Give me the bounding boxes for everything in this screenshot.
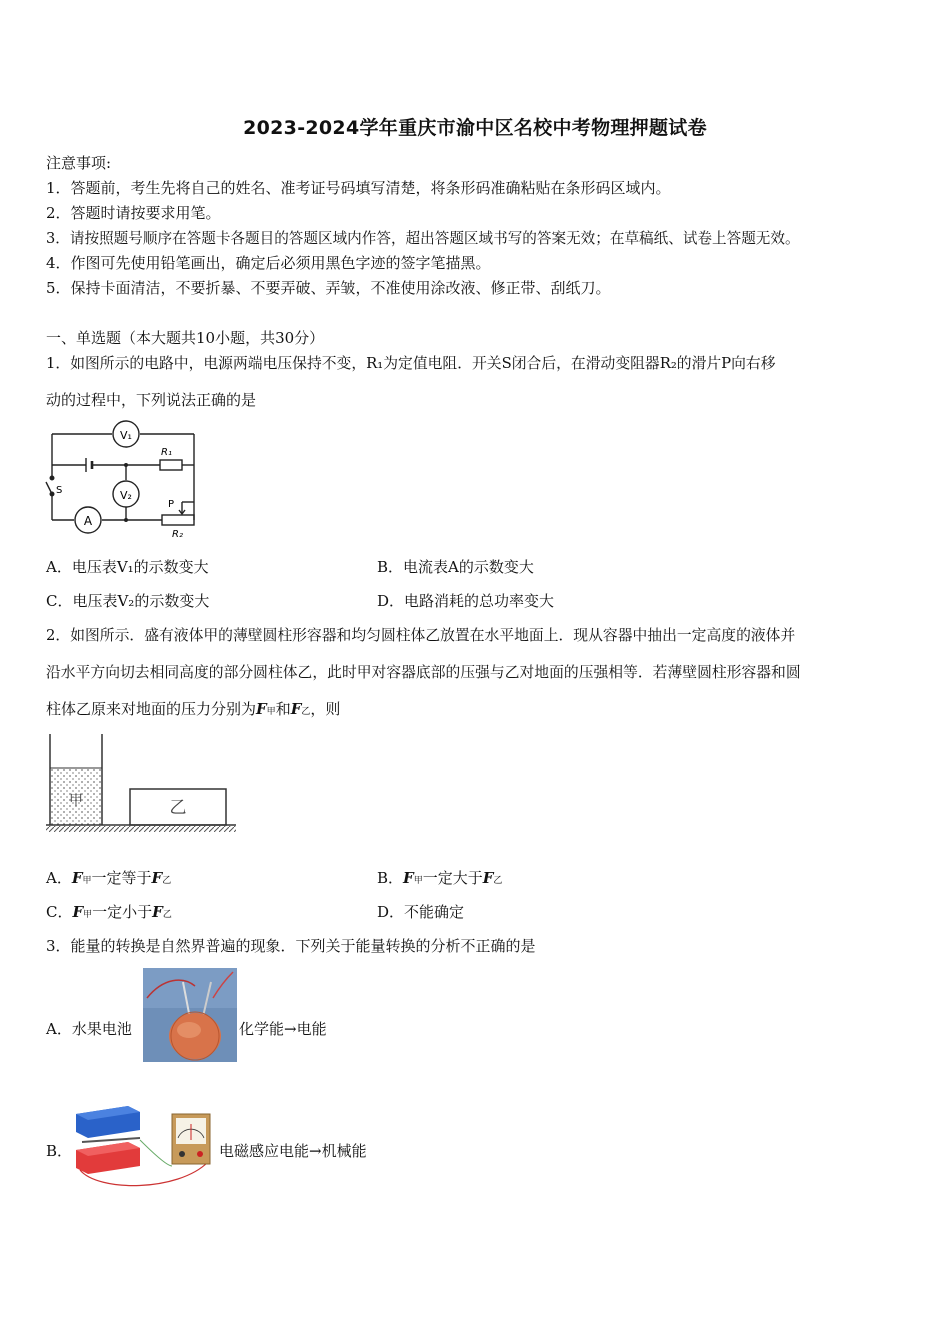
q2-option-b-label: B． xyxy=(377,869,404,887)
q2-option-a-label: A． xyxy=(46,869,72,887)
q2-option-a-sub2: 乙 xyxy=(162,876,172,886)
q1-stem-line1: 1．如图所示的电路中，电源两端电压保持不变，R₁为定值电阻．开关S闭合后，在滑动变阻器R₂的滑片P向右移 xyxy=(46,355,776,372)
q2-option-b-f1: F xyxy=(403,869,414,887)
q2-option-d[interactable] xyxy=(377,901,464,922)
q2-and: 和 xyxy=(275,700,291,718)
q2-option-a-text: 一定等于 xyxy=(91,869,152,887)
notice-heading: 注意事项: xyxy=(46,154,112,172)
q1-option-b[interactable]: B．电流表A的示数变大 xyxy=(377,558,534,576)
q2-option-c-label: C． xyxy=(46,903,73,921)
q2-container-diagram xyxy=(44,732,240,836)
q2-option-c-sub2: 乙 xyxy=(162,910,172,920)
q2-option-d-text: 不能确定 xyxy=(404,903,465,921)
q1-switch-label: S xyxy=(56,485,63,496)
q1-r1-label: R₁ xyxy=(161,447,172,458)
notice-item-4: 4．作图可先使用铅笔画出，确定后必须用黑色字迹的签字笔描黑。 xyxy=(46,254,491,272)
notice-item-1: 1．答题前，考生先将自己的姓名、准考证号码填写清楚，将条形码准确粘贴在条形码区域内。 xyxy=(46,179,671,197)
q2-option-c[interactable] xyxy=(46,901,172,922)
q1-ammeter-label: A xyxy=(83,514,93,528)
page-title: 2023-2024学年重庆市渝中区名校中考物理押题试卷 xyxy=(243,117,707,139)
q1-r2-label: R₂ xyxy=(172,529,183,540)
q2-stem-line3 xyxy=(46,698,340,719)
q3-option-a-text: 化学能→电能 xyxy=(239,1020,327,1038)
q2-jia-label: 甲 xyxy=(69,793,83,809)
q2-option-d-label: D． xyxy=(377,903,405,921)
notice-item-3: 3．请按照题号顺序在答题卡各题目的答题区域内作答，超出答题区域书写的答案无效；在草稿纸、试卷上答题无效。 xyxy=(46,230,800,247)
q2-option-c-f1: F xyxy=(72,903,84,921)
q2-yi-label: 乙 xyxy=(169,798,187,818)
q2-option-b-text: 一定大于 xyxy=(422,869,483,887)
q2-option-b[interactable] xyxy=(377,867,502,888)
q3-option-a[interactable]: A．水果电池 xyxy=(46,1020,132,1038)
q2-stem-line1: 2．如图所示．盛有液体甲的薄壁圆柱形容器和均匀圆柱体乙放置在水平地面上．现从容器中抽出一定高度的液体并 xyxy=(46,627,796,644)
q2-option-c-f2: F xyxy=(152,903,163,921)
q3-induction-photo xyxy=(68,1100,218,1196)
notice-item-5: 5．保持卡面清洁，不要折暴、不要弄破、弄皱，不准使用涂改液、修正带、刮纸刀。 xyxy=(46,279,611,297)
q1-circuit-diagram xyxy=(42,420,202,540)
q2-option-b-f2: F xyxy=(482,869,494,887)
q1-v1-label: V₁ xyxy=(120,429,132,442)
q3-option-b-text: 电磁感应电能→机械能 xyxy=(219,1142,367,1160)
q1-option-d[interactable]: D．电路消耗的总功率变大 xyxy=(377,592,555,610)
q2-option-a-f2: F xyxy=(151,869,163,887)
q2-option-a-f1: F xyxy=(71,869,83,887)
notice-item-2: 2．答题时请按要求用笔。 xyxy=(46,204,221,222)
q2-option-a[interactable] xyxy=(46,867,171,888)
q2-option-b-sub2: 乙 xyxy=(493,876,503,886)
q2-option-c-text: 一定小于 xyxy=(92,903,153,921)
q2-stem-line3-end: ，则 xyxy=(310,700,341,718)
q2-sub-jia: 甲 xyxy=(266,707,276,717)
q1-slider-label: P xyxy=(168,499,175,510)
q1-option-c[interactable]: C．电压表V₂的示数变大 xyxy=(46,592,210,610)
q3-option-b[interactable]: B． xyxy=(46,1142,73,1160)
q2-force-symbol-2: F xyxy=(290,700,302,718)
q2-sub-yi: 乙 xyxy=(301,707,311,717)
q2-option-a-sub1: 甲 xyxy=(82,876,92,886)
q2-option-c-sub1: 甲 xyxy=(83,910,93,920)
q2-option-b-sub1: 甲 xyxy=(413,876,423,886)
q2-force-symbol: F xyxy=(256,700,267,718)
q1-stem-line2: 动的过程中，下列说法正确的是 xyxy=(46,391,257,409)
q2-stem-line3-text: 柱体乙原来对地面的压力分别为 xyxy=(46,700,257,718)
q3-stem: 3．能量的转换是自然界普遍的现象．下列关于能量转换的分析不正确的是 xyxy=(46,937,536,955)
q1-v2-label: V₂ xyxy=(120,489,132,502)
q1-option-a[interactable]: A．电压表V₁的示数变大 xyxy=(46,558,209,576)
q3-fruit-battery-photo xyxy=(143,968,237,1062)
q2-stem-line2: 沿水平方向切去相同高度的部分圆柱体乙，此时甲对容器底部的压强与乙对地面的压强相等．若薄壁圆柱形容器和圆 xyxy=(46,664,801,681)
section-heading: 一、单选题（本大题共10小题，共30分） xyxy=(46,329,325,347)
